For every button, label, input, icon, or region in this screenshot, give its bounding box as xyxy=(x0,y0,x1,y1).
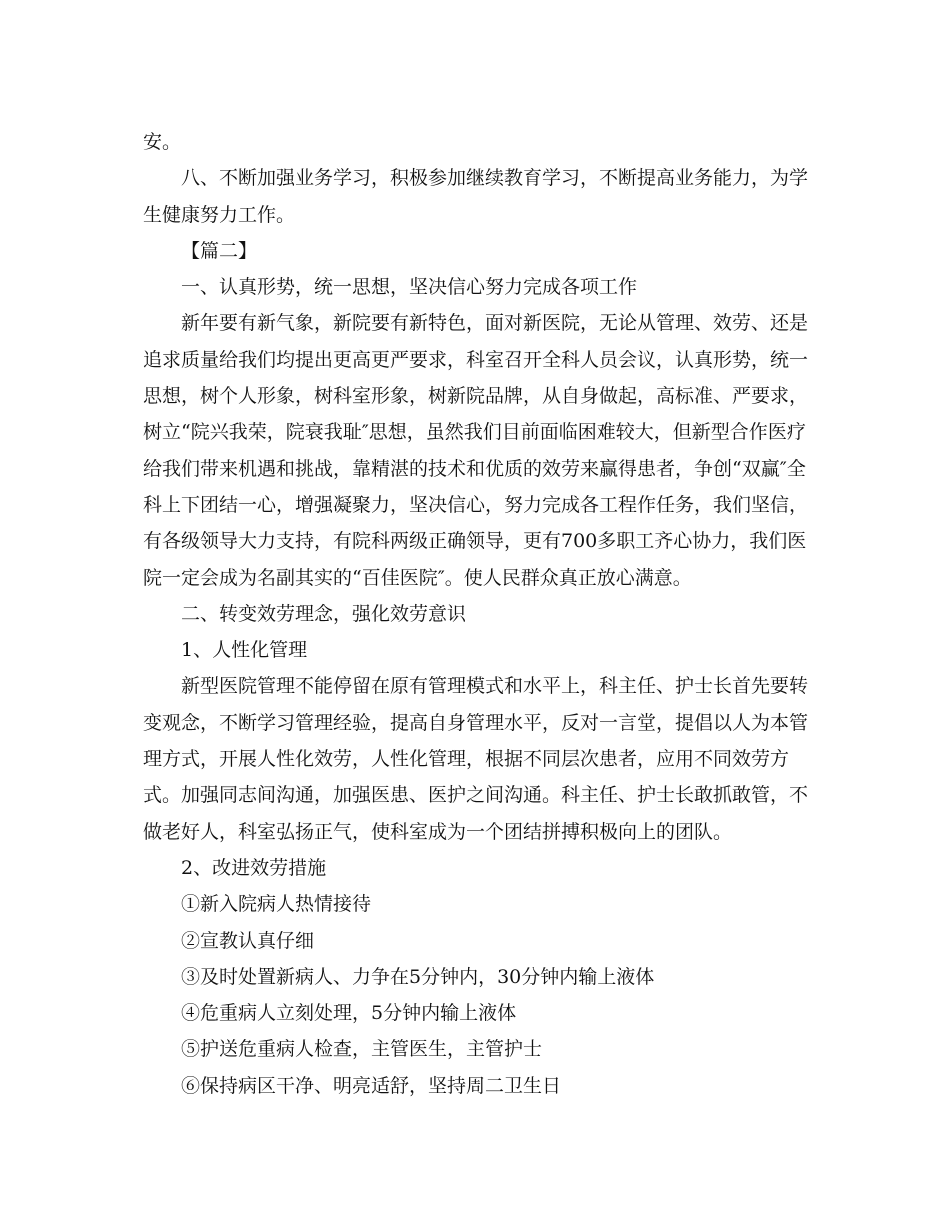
text-line: 变观念，不断学习管理经验，提高自身管理水平，反对一言堂，提倡以人为本管 xyxy=(143,711,808,734)
subheading: 2、改进效劳措施 xyxy=(181,856,327,879)
text-line: 式。加强同志间沟通，加强医患、医护之间沟通。科主任、护士长敢抓敢管，不 xyxy=(143,784,808,807)
text-line: 思想，树个人形象，树科室形象，树新院品牌，从自身做起，高标准、严要求， xyxy=(143,385,808,408)
text-line: 树立“院兴我荣，院衰我耻″思想，虽然我们目前面临困难较大，但新型合作医疗 xyxy=(143,421,806,444)
list-item: ①新入院病人热情接待 xyxy=(181,893,372,916)
document-body xyxy=(143,124,808,1104)
text-line: 安。 xyxy=(143,131,182,153)
text-line: 新年要有新气象，新院要有新特色，面对新医院，无论从管理、效劳、还是 xyxy=(181,312,808,335)
text-line: 科上下团结一心，增强凝聚力，坚决信心，努力完成各工程作任务，我们坚信， xyxy=(143,493,808,516)
subheading: 二、转变效劳理念，强化效劳意识 xyxy=(181,602,467,625)
text-line: 追求质量给我们均提出更高更严要求，科室召开全科人员会议，认真形势，统一 xyxy=(143,348,808,371)
text-line: 给我们带来机遇和挑战，靠精湛的技术和优质的效劳来赢得患者，争创“双赢″全 xyxy=(143,457,806,480)
text-line: 有各级领导大力支持，有院科两级正确领导，更有700多职工齐心协力，我们医 xyxy=(143,530,807,553)
list-item: ⑤护送危重病人检查，主管医生，主管护士 xyxy=(181,1038,543,1061)
text-line: 新型医院管理不能停留在原有管理模式和水平上，科主任、护士长首先要转 xyxy=(181,675,808,698)
subheading: 一、认真形势，统一思想，坚决信心努力完成各项工作 xyxy=(181,276,638,299)
subheading: 1、人性化管理 xyxy=(181,639,308,662)
list-item: ③及时处置新病人、力争在5分钟内，30分钟内输上液体 xyxy=(181,965,655,988)
list-item: ②宣教认真仔细 xyxy=(181,929,315,952)
text-line: 生健康努力工作。 xyxy=(143,203,296,226)
list-item: ④危重病人立刻处理，5分钟内输上液体 xyxy=(181,1002,517,1025)
text-line: 八、不断加强业务学习，积极参加继续教育学习，不断提高业务能力，为学 xyxy=(181,167,808,190)
list-item: ⑥保持病区干净、明亮适舒，坚持周二卫生日 xyxy=(181,1074,562,1097)
text-line: 院一定会成为名副其实的“百佳医院″。使人民群众真正放心满意。 xyxy=(143,566,692,589)
section-heading: 【篇二】 xyxy=(181,239,258,262)
text-line: 理方式，开展人性化效劳，人性化管理，根据不同层次患者，应用不同效劳方 xyxy=(143,748,790,771)
text-line: 做老好人，科室弘扬正气，使科室成为一个团结拼搏积极向上的团队。 xyxy=(143,820,733,843)
